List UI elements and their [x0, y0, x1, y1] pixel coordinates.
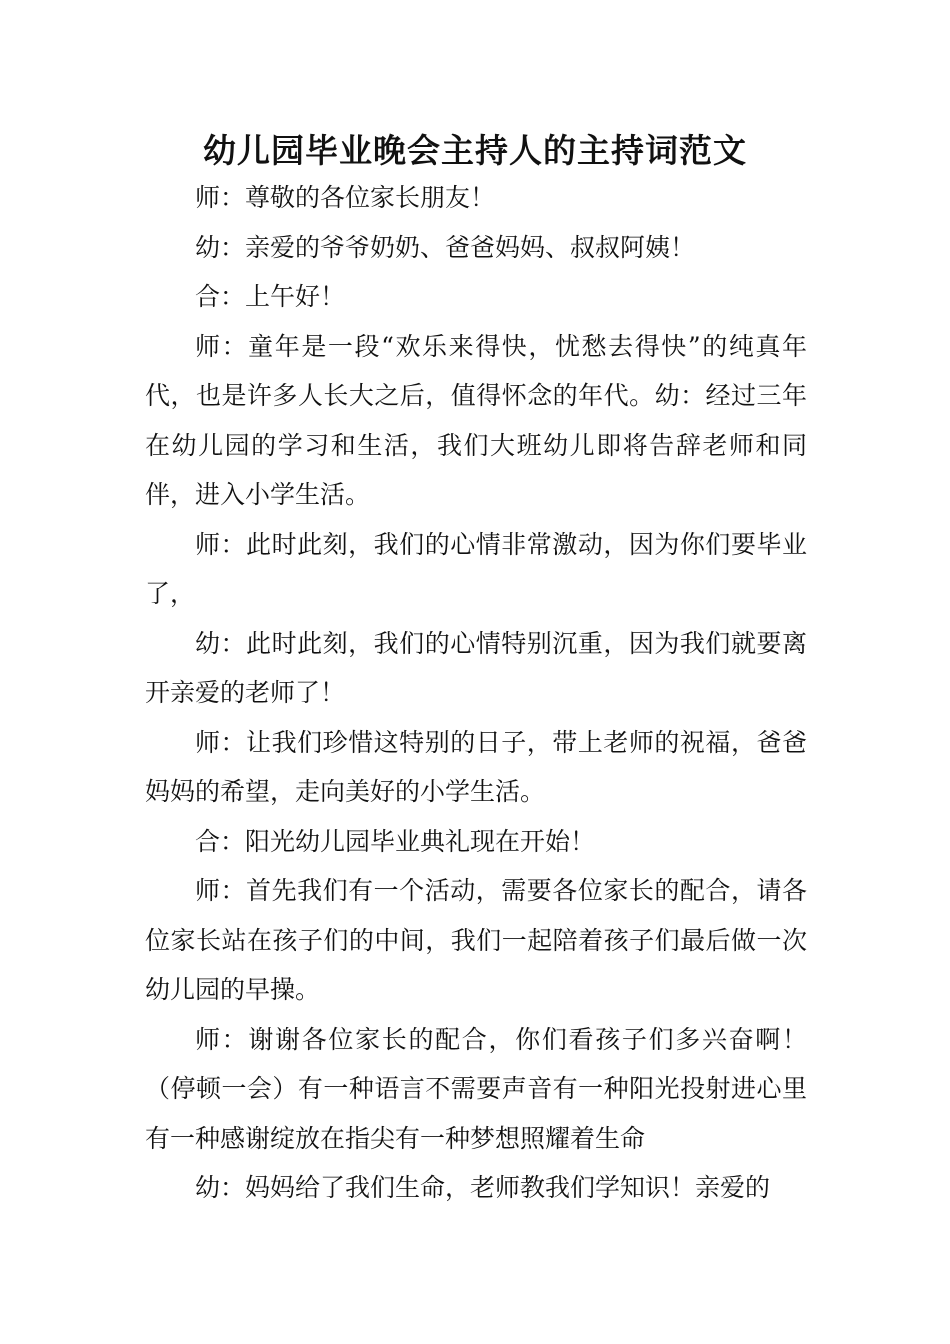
- paragraph: 幼：妈妈给了我们生命，老师教我们学知识！亲爱的: [195, 1173, 771, 1202]
- paragraph: 幼：此时此刻，我们的心情特别沉重，因为我们就要离开亲爱的老师了！: [145, 628, 807, 707]
- paragraph: 师：尊敬的各位家长朋友！: [195, 183, 496, 212]
- document-body: [145, 173, 807, 1213]
- paragraph: 师：此时此刻，我们的心情非常激动，因为你们要毕业了，: [145, 529, 807, 608]
- paragraph: 合：阳光幼儿园毕业典礼现在开始！: [195, 826, 596, 856]
- paragraph: 师：让我们珍惜这特别的日子，带上老师的祝福，爸爸妈妈的希望，走向美好的小学生活。: [145, 727, 807, 806]
- paragraph: 师：首先我们有一个活动，需要各位家长的配合，请各位家长站在孩子们的中间，我们一起陪着孩子们最后做一次幼儿园的早操。: [145, 876, 807, 1004]
- paragraph: 合：上午好！: [195, 282, 346, 311]
- document-title: 幼儿园毕业晚会主持人的主持词范文: [203, 131, 747, 170]
- paragraph: 幼：亲爱的爷爷奶奶、爸爸妈妈、叔叔阿姨！: [195, 232, 696, 262]
- paragraph: 师：谢谢各位家长的配合，你们看孩子们多兴奋啊！（停顿一会）有一种语言不需要声音有一种阳光投射进心里有一种感谢绽放在指尖有一种梦想照耀着生命: [145, 1024, 807, 1153]
- paragraph: 师：童年是一段“欢乐来得快，忧愁去得快”的纯真年代，也是许多人长大之后，值得怀念的年代。幼：经过三年在幼儿园的学习和生活，我们大班幼儿即将告辞老师和同伴，进入小学生活。: [145, 331, 807, 509]
